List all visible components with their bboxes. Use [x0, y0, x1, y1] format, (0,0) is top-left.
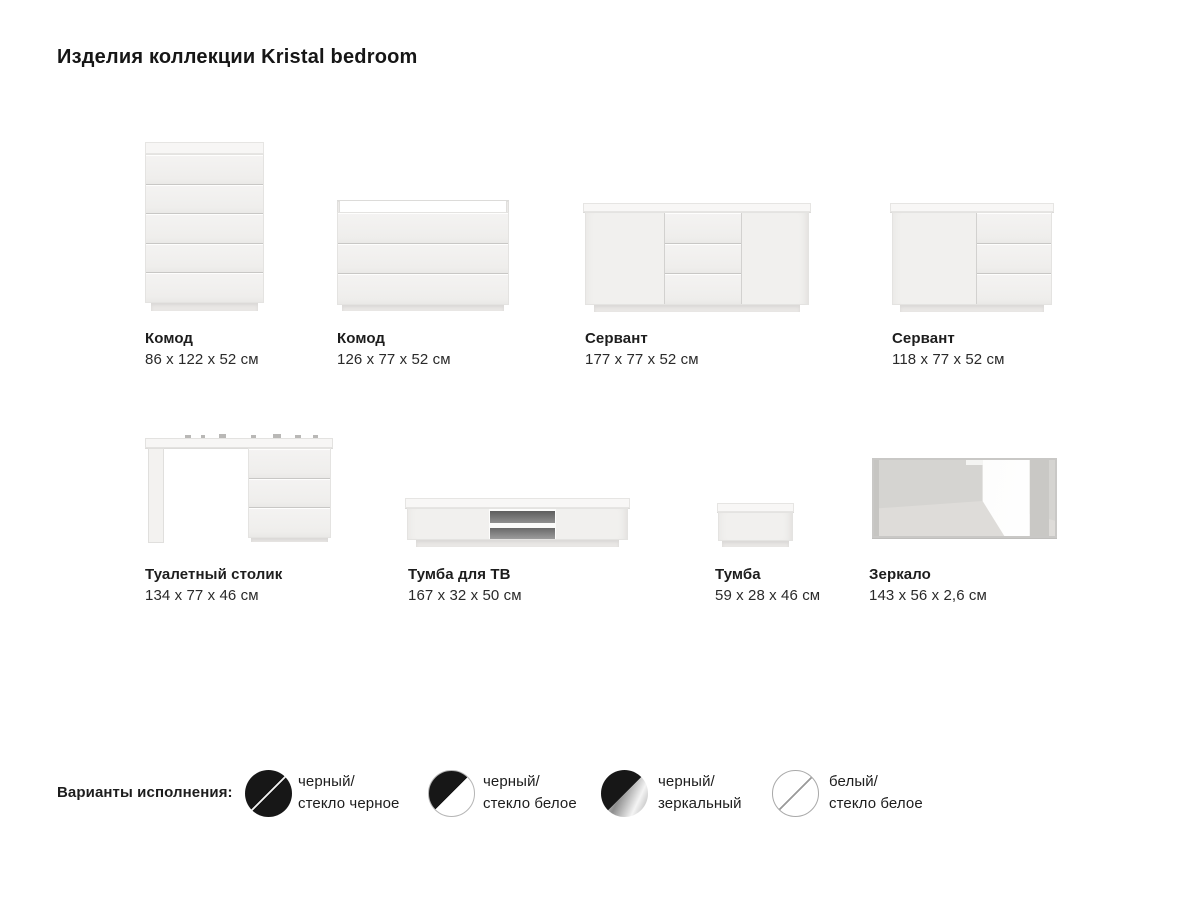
product-label [715, 564, 820, 606]
white-white-glass-icon [772, 770, 819, 817]
furniture-top [405, 498, 630, 508]
product-label [408, 564, 522, 606]
table-top [145, 438, 333, 448]
product-name: Комод [337, 330, 386, 347]
furniture-body [892, 212, 1052, 305]
tumba-illustration [718, 503, 793, 547]
furniture-plinth [722, 541, 789, 547]
furniture-plinth [594, 305, 800, 312]
komod-tall-illustration [145, 142, 264, 311]
furniture-plinth [342, 305, 504, 311]
open-shelf [489, 509, 556, 539]
furniture-top [717, 503, 794, 512]
furniture-top [583, 203, 811, 212]
table-leg [148, 448, 164, 543]
product-dims: 177 x 77 x 52 см [585, 351, 699, 368]
servant-small-illustration [892, 203, 1052, 312]
furniture-top [890, 203, 1054, 212]
product-dims: 59 x 28 x 46 см [715, 587, 821, 604]
page-title: Изделия коллекции Kristal bedroom [57, 46, 418, 68]
furniture-plinth [416, 540, 619, 547]
product-dims: 86 x 122 x 52 см [145, 351, 259, 368]
black-mirror-icon [601, 770, 648, 817]
dressing-table-illustration [145, 434, 333, 547]
furniture-top [145, 142, 264, 154]
product-dims: 143 x 56 x 2,6 см [869, 587, 987, 604]
variant-label: белый/ стекло белое [829, 773, 923, 812]
product-dims: 118 x 77 x 52 см [892, 351, 1005, 368]
product-dims: 126 x 77 x 52 см [337, 351, 451, 368]
servant-large-illustration [585, 203, 809, 312]
product-name: Туалетный столик [145, 566, 283, 583]
product-label [585, 328, 699, 370]
tv-stand-illustration [407, 498, 628, 547]
furniture-body [718, 512, 793, 541]
product-dims: 167 x 32 x 50 см [408, 587, 522, 604]
product-name: Сервант [585, 330, 648, 347]
drawer-unit [248, 448, 331, 542]
product-name: Тумба для ТВ [408, 566, 511, 583]
product-label [145, 564, 282, 606]
product-name: Комод [145, 330, 194, 347]
black-white-glass-icon [428, 770, 475, 817]
mirror-reflection-column [1030, 460, 1049, 536]
product-label [869, 564, 987, 606]
variant-label: черный/ стекло черное [298, 773, 400, 812]
drawer-column [977, 213, 1051, 304]
product-label [892, 328, 1005, 370]
furniture-plinth [900, 305, 1044, 312]
furniture-body [407, 508, 628, 540]
furniture-body [145, 154, 264, 303]
drawer-column [665, 213, 741, 304]
variant-label: черный/ зеркальный [658, 773, 742, 812]
furniture-body [585, 212, 809, 305]
furniture-body [337, 212, 509, 305]
variants-label: Варианты исполнения: [57, 784, 233, 801]
komod-wide-illustration [337, 200, 509, 311]
product-name: Сервант [892, 330, 955, 347]
product-dims: 134 x 77 x 46 см [145, 587, 259, 604]
product-name: Зеркало [869, 566, 931, 583]
product-name: Тумба [715, 566, 761, 583]
black-black-glass-icon [245, 770, 292, 817]
product-label [337, 328, 451, 370]
product-label [145, 328, 259, 370]
mirror-illustration [872, 458, 1057, 538]
variant-label: черный/ стекло белое [483, 773, 577, 812]
furniture-plinth [151, 303, 258, 311]
